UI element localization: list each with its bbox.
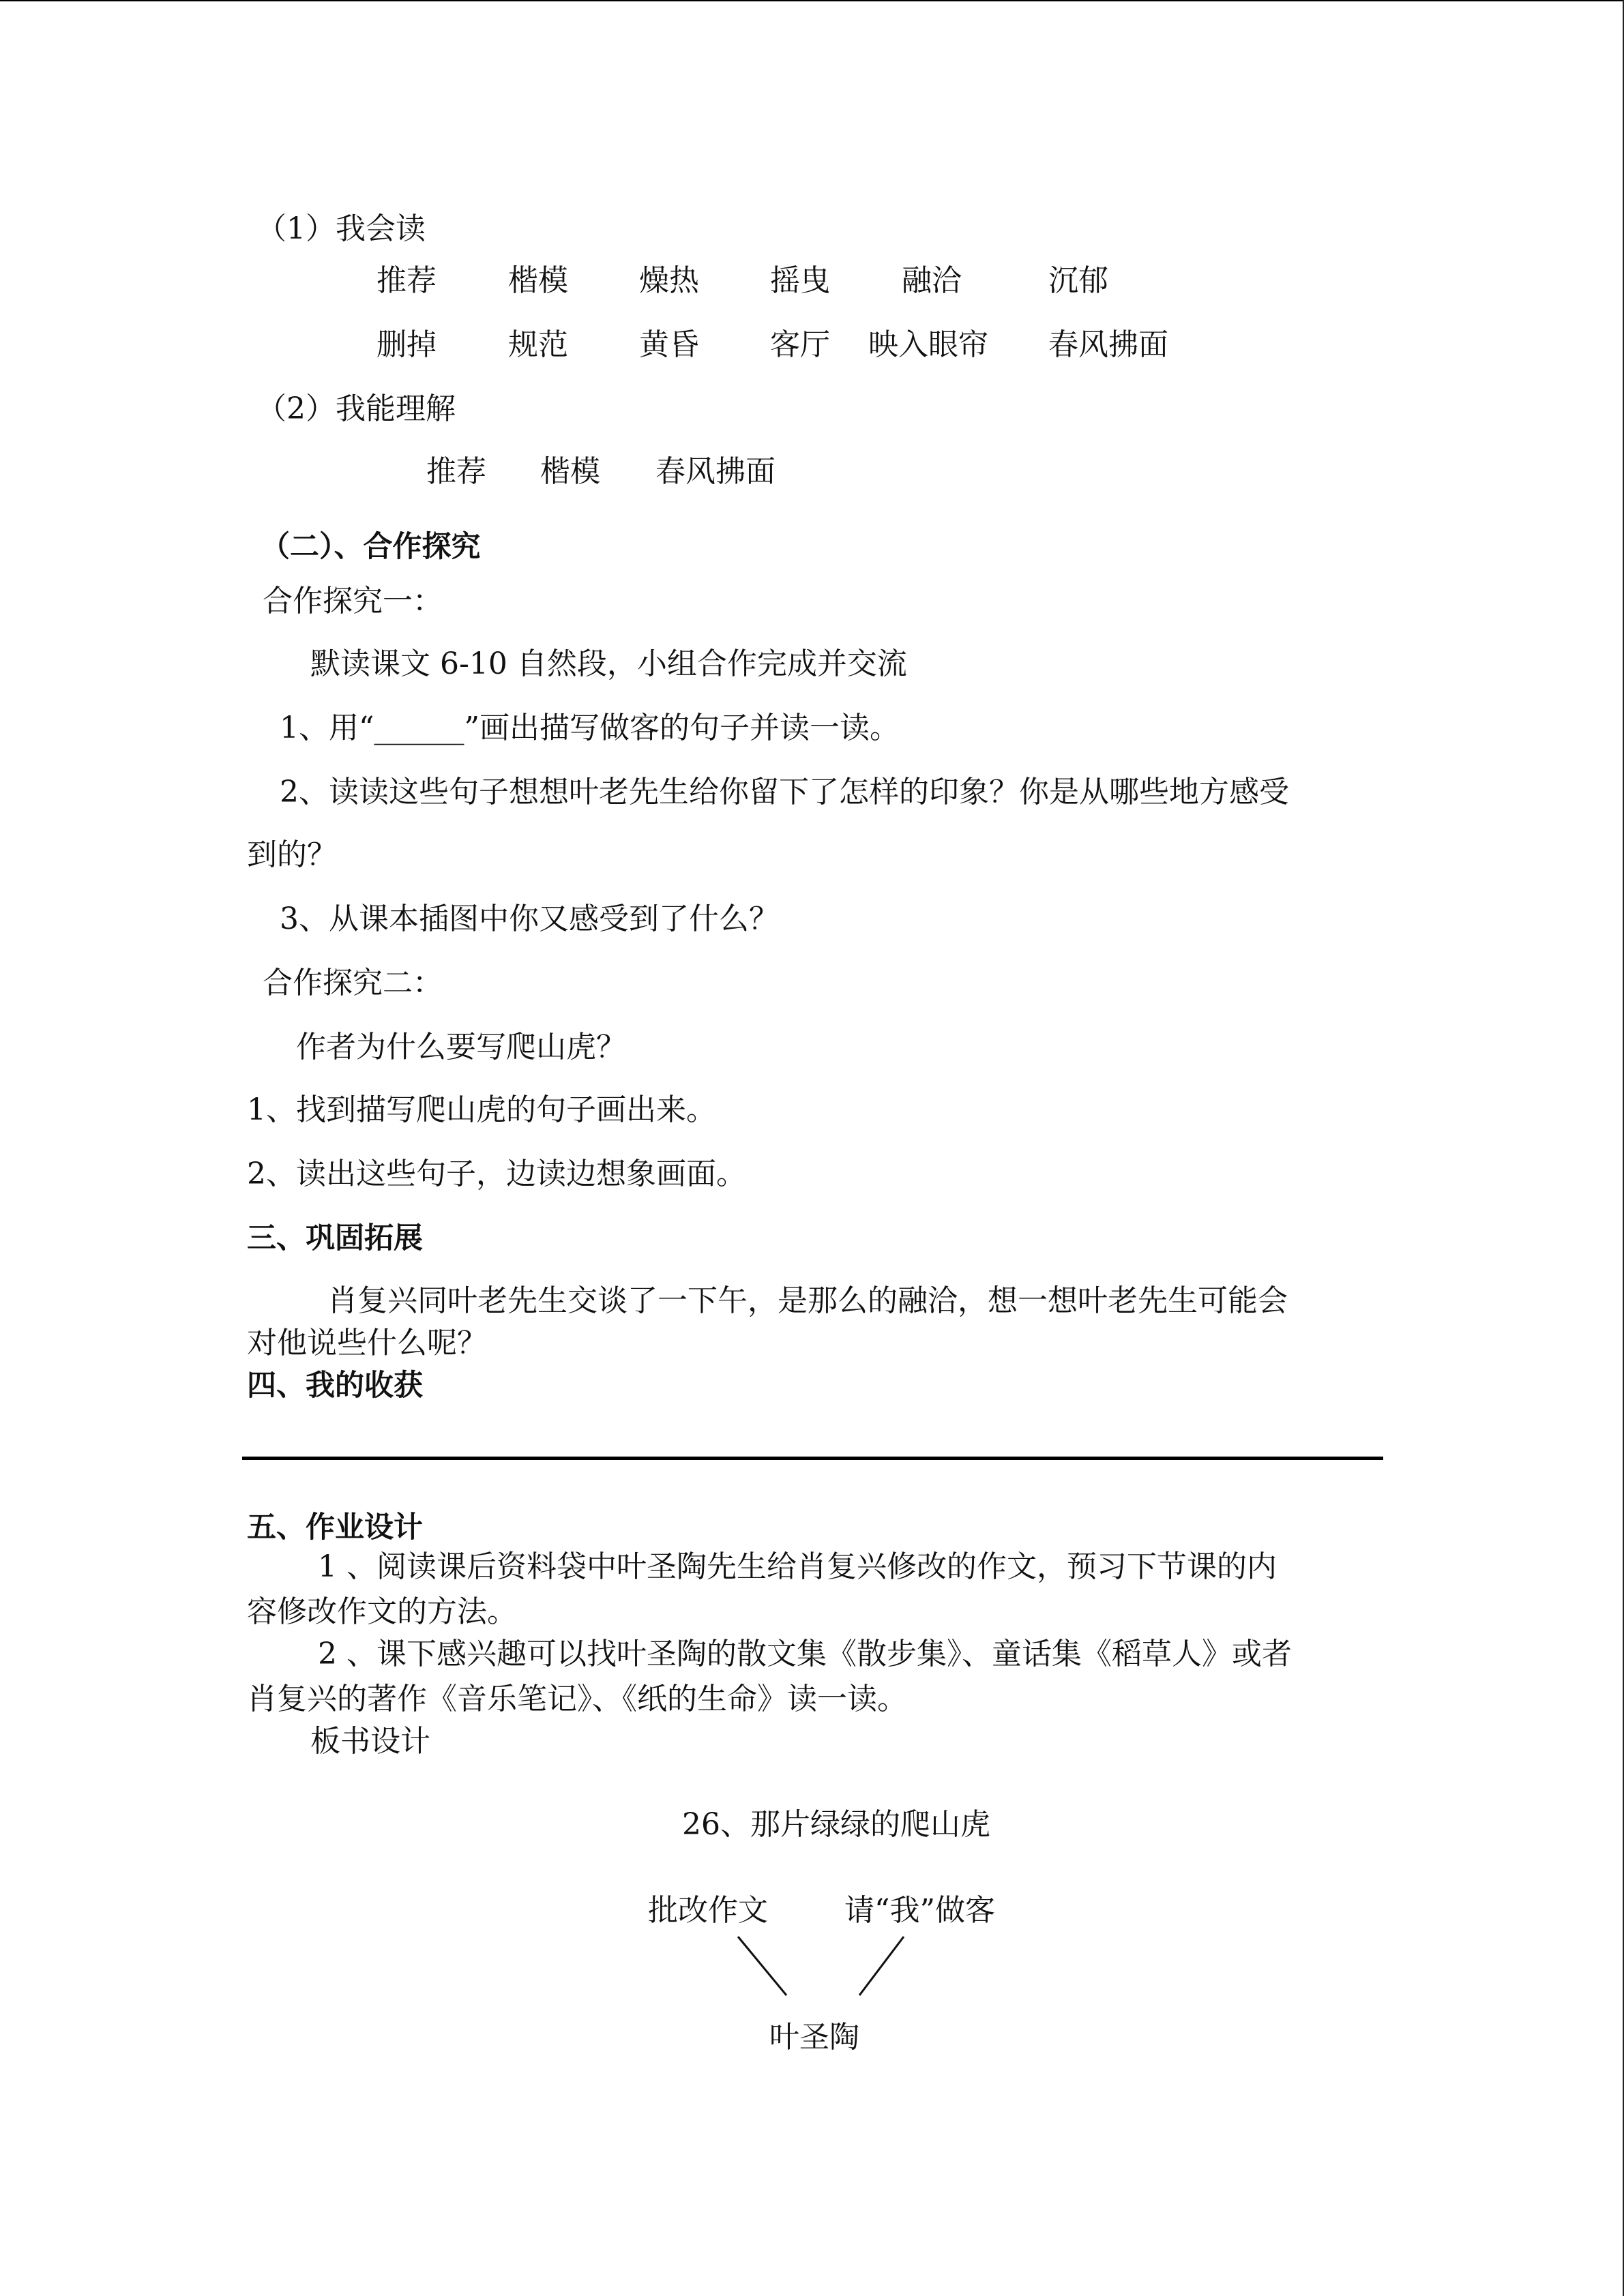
read-word: 推荐 [377,263,437,298]
homework-item-1-cont: 容修改作文的方法。 [247,1594,517,1629]
homework-item-1: 1 、阅读课后资料袋中叶圣陶先生给肖复兴修改的作文，预习下节课的内 [318,1549,1277,1584]
explore1-question-3: 3、从课本插图中你又感受到了什么？ [280,901,779,936]
explore1-intro: 默读课文 6-10 自然段，小组合作完成并交流 [310,646,907,681]
section-heading-harvest: 四、我的收获 [247,1369,423,1403]
read-word: 规范 [508,327,568,362]
explore2-question-1: 1、找到描写爬山虎的句子画出来。 [247,1092,716,1127]
read-word: 楷模 [508,263,568,298]
board-bottom-node: 叶圣陶 [769,2020,859,2055]
explore2-question-2: 2、读出这些句子，边读边想象画面。 [247,1157,746,1191]
understand-word: 楷模 [540,454,600,489]
section-heading-homework: 五、作业设计 [247,1510,423,1545]
board-left-connector [738,1937,786,1995]
understand-word: 推荐 [426,454,486,489]
read-word: 黄昏 [639,327,699,362]
homework-item-2-cont: 肖复兴的著作《音乐笔记》、《纸的生命》读一读。 [247,1682,907,1716]
read-word: 删掉 [377,327,437,362]
read-heading: （1）我会读 [256,211,426,246]
consolidate-text-cont: 对他说些什么呢？ [247,1326,487,1360]
section-heading-explore: （二）、合作探究 [261,530,481,564]
board-right-connector [859,1937,904,1995]
read-word: 融洽 [902,263,962,298]
board-left-node: 批改作文 [648,1893,768,1928]
board-title: 26、那片绿绿的爬山虎 [682,1807,990,1842]
read-word: 客厅 [770,327,830,362]
explore1-question-2-cont: 到的？ [247,837,337,872]
consolidate-text: 肖复兴同叶老先生交谈了一下午，是那么的融洽，想一想叶老先生可能会 [327,1283,1288,1318]
understand-word: 春风拂面 [655,454,776,489]
read-word: 摇曳 [770,263,830,298]
board-right-node: 请“我”做客 [844,1893,995,1928]
explore2-intro: 作者为什么要写爬山虎？ [296,1030,626,1064]
read-word: 春风拂面 [1048,327,1168,362]
homework-item-2: 2 、课下感兴趣可以找叶圣陶的散文集《散步集》、童话集《稻草人》或者 [318,1637,1292,1671]
explore1-question-2: 2、读读这些句子想想叶老先生给你留下了怎样的印象？你是从哪些地方感受 [280,775,1289,809]
board-design-label: 板书设计 [310,1724,430,1759]
section-heading-consolidate: 三、巩固拓展 [247,1221,423,1255]
read-word: 映入眼帘 [868,327,988,362]
explore2-title: 合作探究二： [263,966,443,1000]
read-word: 沉郁 [1048,263,1108,298]
explore1-title: 合作探究一： [263,584,443,618]
understand-heading: （2）我能理解 [256,391,456,426]
explore1-question-1: 1、用“______”画出描写做客的句子并读一读。 [280,711,900,745]
read-word: 燥热 [639,263,699,298]
